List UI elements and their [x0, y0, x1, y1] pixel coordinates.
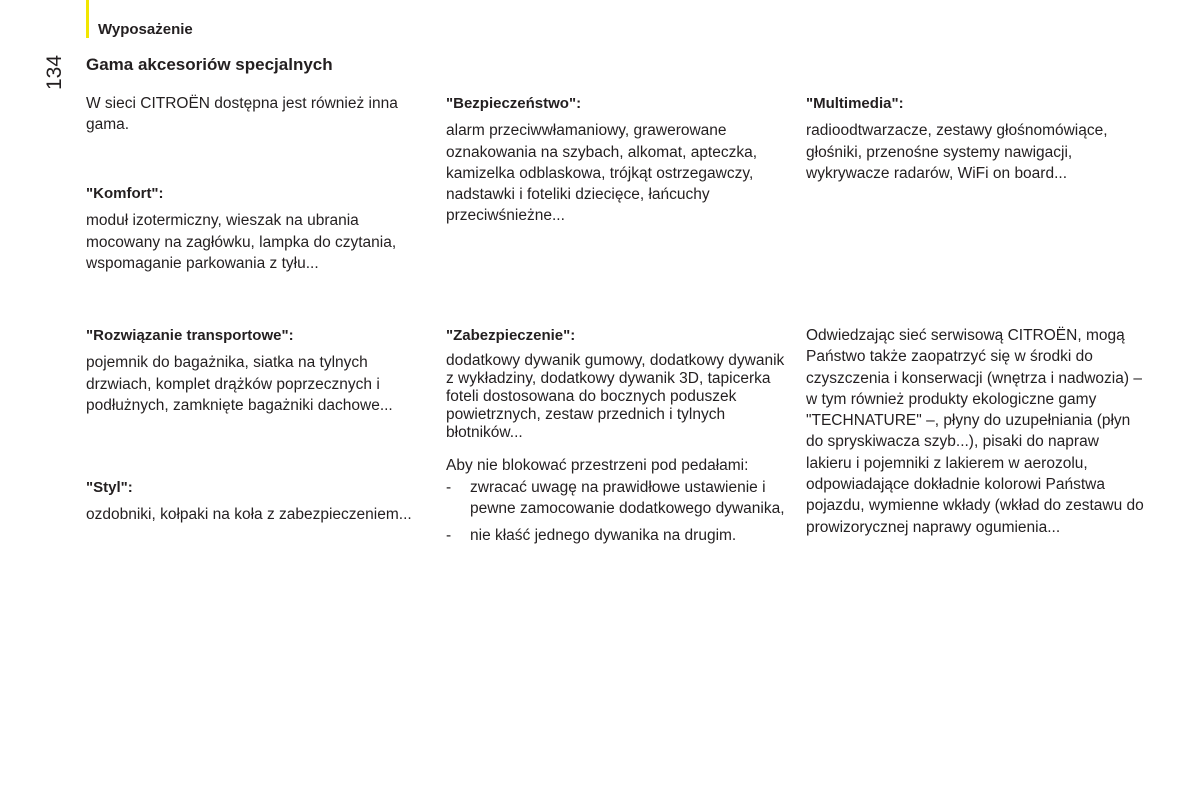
comfort-text: moduł izotermiczny, wieszak na ubrania mocowany na zagłówku, lampka do czytania, wspomaganie parkowania z tyłu... [86, 212, 397, 272]
comfort-heading: "Komfort": [86, 185, 164, 202]
style-heading: "Styl": [86, 479, 133, 496]
list-item: - zwracać uwagę na prawidłowe ustawienie i pewne zamocowanie dodatkowego dywanika, [446, 477, 786, 520]
protection-heading: "Zabezpieczenie": [446, 327, 576, 344]
service-note-block [806, 325, 1146, 538]
safety-heading: "Bezpieczeństwo": [446, 95, 582, 112]
multimedia-heading: "Multimedia": [806, 95, 904, 112]
multimedia-block [806, 93, 1146, 184]
protection-block [446, 325, 786, 546]
transport-text: pojemnik do bagażnika, siatka na tylnych drzwiach, komplet drążków poprzecznych i podłużnych, zamknięte bagażniki dachowe... [86, 354, 393, 414]
page-number: 134 [43, 54, 66, 90]
style-block [86, 477, 426, 526]
section-label: Wyposażenie [98, 21, 193, 38]
protection-text: dodatkowy dywanik gumowy, dodatkowy dywanik z wykładziny, dodatkowy dywanik 3D, tapicerka foteli dostosowana do bocznych poduszek powietrznych, zestaw przednich i tylnych błotników... [446, 352, 785, 442]
transport-block [86, 325, 426, 416]
service-note-text: Odwiedzając sieć serwisową CITROËN, mogą Państwo także zaopatrzyć się w środki do czyszczenia i konserwacji (wnętrza i nadwozia) – w tym również produkty ekologiczne gamy "TECHNATURE" –, płyny do uzupełniania (płyn do spryskiwacza szyb...), pisaki do napraw lakieru i pojemniki z lakierem w aerozolu, odpowiadające dokładnie kolorowi Państwa pojazdu, wymienne wkłady (wkład do zestawu do prowizorycznej naprawy ogumienia... [806, 327, 1144, 536]
safety-block [446, 93, 786, 227]
intro-block [86, 93, 406, 136]
style-text: ozdobniki, kołpaki na koła z zabezpieczeniem... [86, 506, 412, 524]
page-title: Gama akcesoriów specjalnych [86, 55, 333, 74]
list-item: - nie kłaść jednego dywanika na drugim. [446, 525, 786, 546]
pedal-warnings [446, 477, 786, 547]
transport-heading: "Rozwiązanie transportowe": [86, 327, 294, 344]
safety-text: alarm przeciwwłamaniowy, grawerowane oznakowania na szybach, alkomat, apteczka, kamizelka odblaskowa, trójkąt ostrzegawczy, nadstawki i foteliki dziecięce, łańcuchy przeciwśnieżne... [446, 122, 758, 225]
comfort-block [86, 183, 426, 274]
multimedia-text: radioodtwarzacze, zestawy głośnomówiące, głośniki, przenośne systemy nawigacji, wykrywacze radarów, WiFi on board... [806, 122, 1108, 182]
intro-text: W sieci CITROËN dostępna jest również inna gama. [86, 95, 398, 134]
section-accent-bar [86, 0, 89, 38]
pedal-note: Aby nie blokować przestrzeni pod pedałami: [446, 457, 749, 475]
